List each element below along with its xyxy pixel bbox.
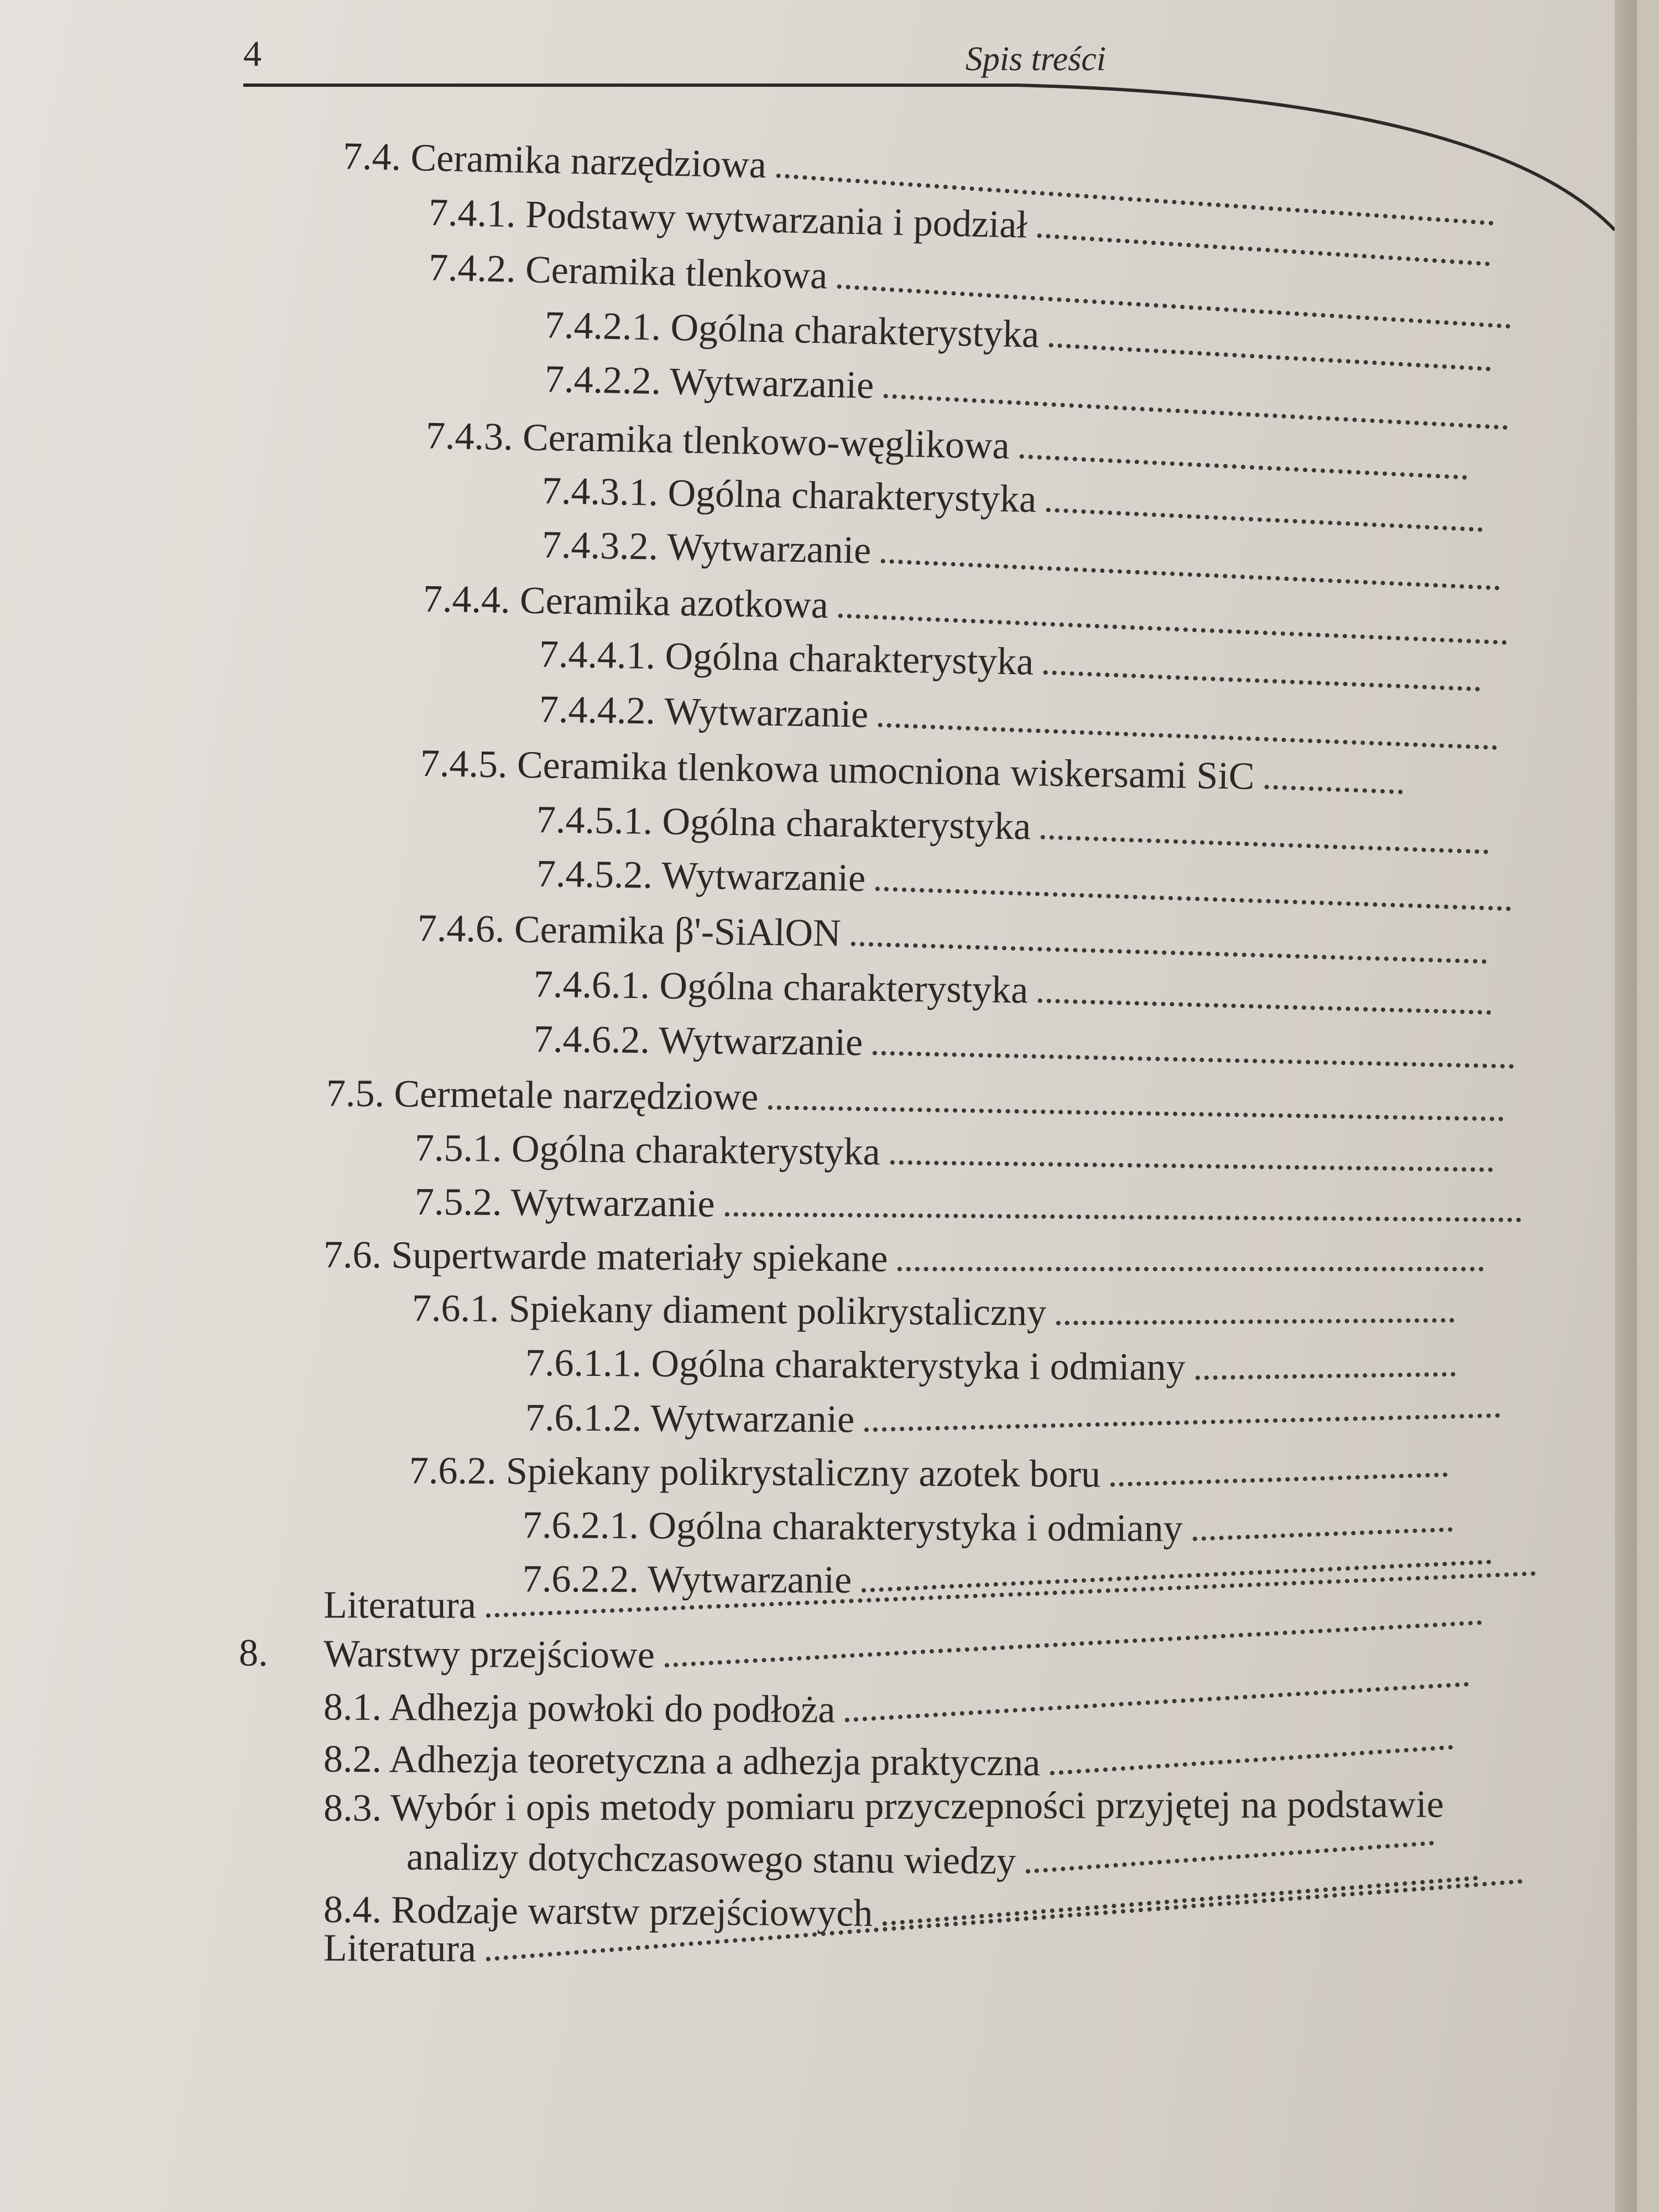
toc-entry-label: 7.4.5. Ceramika tlenkowa umocniona wiskersami SiC — [420, 742, 1255, 798]
toc-entry — [525, 1344, 1455, 1389]
toc-entry — [523, 1506, 1453, 1550]
toc-entry-label: 7.4.2.1. Ogólna charakterystyka — [544, 304, 1040, 356]
running-title: Spis treści — [965, 40, 1106, 78]
toc-entry — [428, 248, 1512, 310]
toc-entry — [536, 798, 1489, 853]
toc-entry-label: 7.4.4. Ceramika azotkowa — [422, 577, 829, 627]
dot-leader — [665, 1620, 1482, 1667]
toc-entry — [422, 577, 1508, 636]
toc-entry-label: 7.6.2.1. Ogólna charakterystyka i odmiany — [522, 1504, 1183, 1550]
toc-entry — [326, 1074, 1504, 1124]
dot-leader — [768, 1105, 1504, 1121]
dot-leader — [875, 886, 1511, 911]
toc-entry-label: 8.2. Adhezja teoretyczna a adhezja praktyczna — [323, 1738, 1041, 1785]
dot-leader — [890, 1160, 1493, 1172]
toc-entry-label: 7.6.1.2. Wytwarzanie — [525, 1396, 855, 1441]
toc-entry — [406, 1835, 1436, 1884]
dot-leader — [881, 559, 1500, 591]
dot-leader — [724, 1212, 1521, 1222]
toc-entry-chapter — [323, 1632, 1483, 1677]
toc-entry-label: analizy dotychczasowego stanu wiedzy — [406, 1835, 1016, 1883]
dot-leader — [898, 1267, 1484, 1271]
toc-entry — [414, 1126, 1493, 1177]
dot-leader — [1019, 454, 1467, 479]
toc-entry-label: 7.6.1.1. Ogólna charakterystyka i odmiany — [525, 1342, 1186, 1389]
dot-leader — [1041, 835, 1489, 854]
toc-entry-label: Literatura — [323, 1927, 477, 1970]
dot-leader — [1037, 233, 1490, 266]
toc-entry-label: 7.4.6. Ceramika β'-SiAlON — [417, 907, 842, 955]
toc-entry — [425, 414, 1468, 474]
dot-leader — [1049, 343, 1491, 371]
toc-entry — [534, 1020, 1515, 1070]
toc-entry — [541, 469, 1484, 527]
dot-leader — [1038, 999, 1491, 1015]
toc-entry-label: Literatura — [323, 1584, 477, 1627]
toc-entry — [539, 690, 1498, 744]
page-number: 4 — [243, 34, 262, 74]
toc-entry — [539, 635, 1481, 689]
toc-entry — [324, 1586, 1537, 1627]
toc-entry — [342, 137, 1495, 200]
toc-entry-label: 7.4.3. Ceramika tlenkowo-węglikowa — [425, 414, 1010, 467]
chapter-number: 8. — [239, 1632, 268, 1674]
dot-leader — [883, 1876, 1478, 1926]
toc-entry-label: 7.4.2. Ceramika tlenkowa — [428, 246, 828, 298]
toc-entry — [418, 909, 1487, 961]
toc-entry — [420, 744, 1404, 799]
dot-leader — [1026, 1841, 1434, 1874]
toc-entry — [536, 852, 1512, 907]
toc-entry-label: 7.5. Cermetale narzędziowe — [326, 1072, 759, 1119]
dot-leader — [1046, 508, 1483, 532]
toc-entry-label: 7.4.3.1. Ogólna charakterystyka — [541, 469, 1037, 521]
toc-entry-label: 7.6.2. Spiekany polikrystaliczny azotek boru — [409, 1449, 1101, 1496]
toc-entry — [525, 1396, 1500, 1442]
toc-entry-label: 7.6.2.2. Wytwarzanie — [522, 1557, 852, 1602]
toc-entry-label: 7.5.2. Wytwarzanie — [414, 1181, 715, 1225]
toc-entry-label: 7.4.6.2. Wytwarzanie — [533, 1018, 863, 1064]
toc-entry — [323, 1233, 1484, 1283]
toc-entry — [324, 1929, 1526, 1974]
toc-entry — [409, 1449, 1448, 1496]
toc-entry — [534, 965, 1492, 1015]
toc-entry — [412, 1289, 1454, 1335]
dot-leader — [851, 942, 1486, 964]
toc-entry-label: 7.6. Supertwarde materiały spiekane — [323, 1233, 888, 1280]
toc-entry — [415, 1183, 1521, 1229]
dot-leader — [1264, 785, 1402, 794]
toc-entry-label: 7.4.2.2. Wytwarzanie — [544, 358, 874, 407]
toc-entry-label: 7.6.1. Spiekany diament polikrystaliczny — [411, 1287, 1047, 1334]
toc-entry-label: 7.4.6.1. Ogólna charakterystyka — [533, 963, 1029, 1012]
toc-entry-label: 7.5.1. Ogólna charakterystyka — [414, 1126, 881, 1173]
toc-entry-label: 7.4. Ceramika narzędziowa — [342, 135, 767, 187]
dot-leader — [845, 1682, 1469, 1722]
dot-leader — [1044, 670, 1480, 691]
dot-leader — [1192, 1527, 1452, 1541]
dot-leader — [1050, 1745, 1453, 1775]
toc-entry-label: Warstwy przejściowe — [323, 1632, 655, 1677]
toc-entry — [544, 360, 1509, 417]
toc-entry-label: 8.4. Rodzaje warstw przejściowych — [323, 1888, 873, 1935]
toc-entry-label: 7.4.1. Podstawy wytwarzania i podział — [428, 191, 1028, 247]
toc-entry — [324, 1785, 1444, 1828]
toc-entry-label: 7.4.4.1. Ogólna charakterystyka — [539, 633, 1034, 684]
toc-entry-label: 7.4.3.2. Wytwarzanie — [541, 523, 872, 572]
toc-entry — [324, 1740, 1454, 1785]
dot-leader — [1056, 1318, 1454, 1326]
toc-entry — [428, 191, 1491, 254]
dot-leader — [1195, 1372, 1455, 1380]
dot-leader — [873, 1051, 1514, 1068]
toc-entry-label: 7.4.4.2. Wytwarzanie — [539, 688, 869, 736]
toc-entry-label: 7.4.5.1. Ogólna charakterystyka — [536, 798, 1031, 848]
toc-entry — [541, 523, 1501, 581]
toc-entry-label: 7.4.5.2. Wytwarzanie — [536, 852, 866, 900]
toc-entry — [324, 1688, 1470, 1733]
dot-leader — [1110, 1473, 1448, 1487]
dot-leader — [864, 1413, 1500, 1432]
book-fold-edge — [1615, 0, 1637, 2212]
toc-entry-label: 8.3. Wybór i opis metody pomiaru przyczepności przyjętej na podstawie — [323, 1783, 1444, 1830]
dot-leader — [878, 723, 1498, 750]
toc-entry-label: 8.1. Adhezja powłoki do podłoża — [323, 1686, 836, 1731]
